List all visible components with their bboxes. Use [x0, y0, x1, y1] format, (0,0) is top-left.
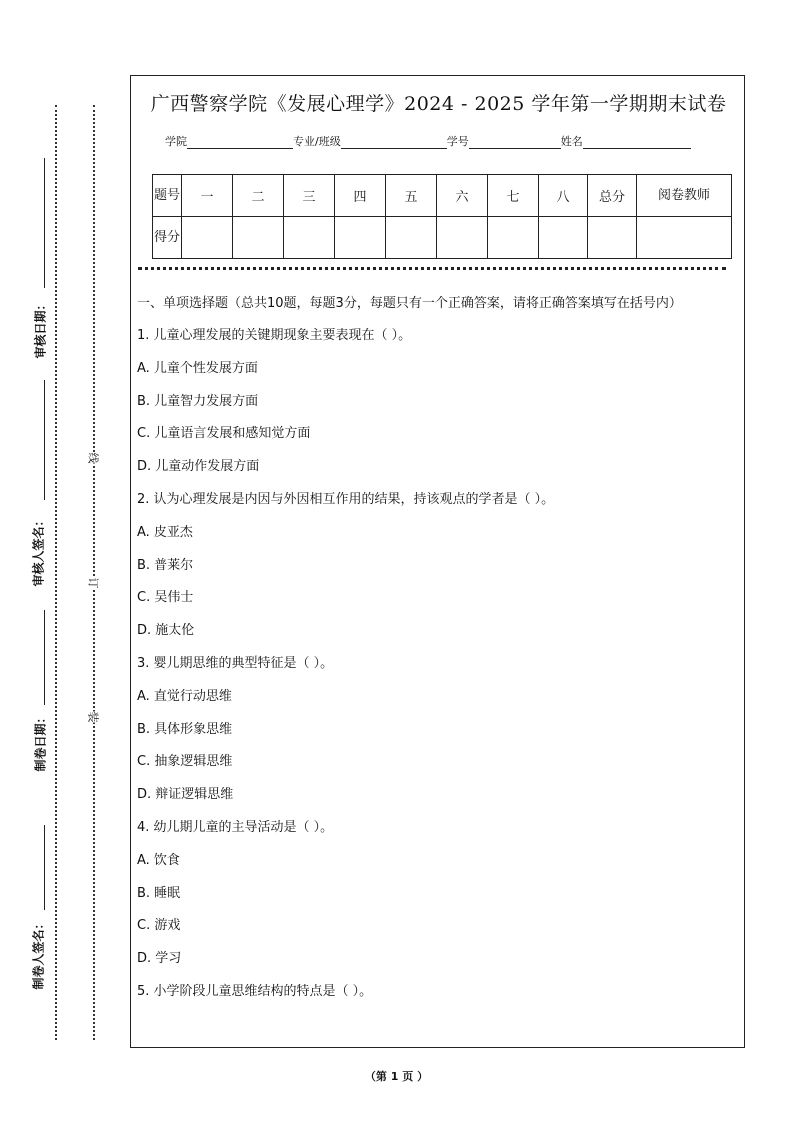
question-line: 5. 小学阶段儿童思维结构的特点是（ ）。 [137, 983, 373, 999]
column-header: 七 [488, 175, 539, 217]
major-class-label: 专业/班级 [293, 135, 341, 148]
question-line: 1. 儿童心理发展的关键期现象主要表现在（ ）。 [137, 328, 412, 343]
option-line: A. 饮食 [137, 852, 180, 868]
column-header: 四 [335, 175, 386, 217]
option-line: A. 儿童个性发展方面 [137, 360, 258, 376]
column-header: 三 [284, 175, 335, 217]
review-date-line [44, 158, 45, 288]
question-content [137, 292, 737, 1009]
name-label: 姓名 [560, 135, 583, 148]
college-field[interactable] [187, 136, 293, 149]
score-table [152, 174, 732, 259]
option-line: B. 具体形象思维 [137, 721, 233, 737]
paper-maker-signature-label: 制卷人签名： [31, 917, 46, 990]
option-line: D. 施太伦 [137, 623, 195, 639]
score-cell[interactable] [284, 217, 335, 259]
option-line: C. 吴伟士 [137, 590, 194, 606]
grader-cell[interactable] [637, 217, 732, 259]
score-cell[interactable] [233, 217, 284, 259]
score-row-label: 得分 [153, 217, 182, 259]
score-cell[interactable] [488, 217, 539, 259]
student-id-field[interactable] [469, 136, 561, 149]
review-date-label: 审核日期： [33, 298, 48, 359]
option-line: B. 睡眠 [137, 885, 181, 901]
dotted-line-inner [93, 105, 95, 1040]
dotted-line-outer [55, 105, 57, 1040]
total-score-header: 总分 [588, 175, 637, 217]
binding-char-zhuang: 装 [84, 712, 104, 723]
binding-char-xian: 线 [84, 453, 104, 464]
paper-maker-signature-line [44, 825, 45, 910]
question-line: 2. 认为心理发展是内因与外因相互作用的结果，持该观点的学者是（ ）。 [137, 491, 555, 507]
dotted-separator [138, 267, 726, 270]
option-line: C. 儿童语言发展和感知觉方面 [137, 426, 311, 442]
score-table-score-row [153, 217, 732, 259]
paper-date-line [44, 610, 45, 705]
score-cell[interactable] [335, 217, 386, 259]
reviewer-signature-line [44, 380, 45, 500]
option-line: A. 皮亚杰 [137, 524, 193, 540]
student-id-label: 学号 [446, 135, 469, 148]
major-class-field[interactable] [341, 136, 447, 149]
option-line: B. 儿童智力发展方面 [137, 393, 259, 409]
option-line: C. 游戏 [137, 918, 181, 934]
option-line: C. 抽象逻辑思维 [137, 754, 233, 770]
option-line: D. 儿童动作发展方面 [137, 459, 260, 475]
score-cell[interactable] [182, 217, 233, 259]
score-table-header-row [153, 175, 732, 217]
option-line: D. 学习 [137, 951, 182, 967]
option-line: B. 普莱尔 [137, 557, 194, 573]
column-header: 一 [182, 175, 233, 217]
question-line: 3. 婴儿期思维的典型特征是（ ）。 [137, 655, 334, 671]
option-line: A. 直觉行动思维 [137, 688, 232, 704]
binding-char-ding: 订 [84, 578, 104, 589]
grader-header: 阅卷教师 [637, 175, 732, 217]
score-cell[interactable] [386, 217, 437, 259]
student-info-row [165, 133, 691, 149]
option-line: D. 辩证逻辑思维 [137, 787, 234, 803]
column-header: 二 [233, 175, 284, 217]
name-field[interactable] [583, 136, 691, 149]
exam-frame [130, 75, 745, 1048]
section-heading: 一、单项选择题（总共10题，每题3分，每题只有一个正确答案，请将正确答案填写在括号内） [137, 296, 682, 311]
reviewer-signature-label: 审核人签名： [31, 514, 46, 587]
exam-title: 广西警察学院《发展心理学》2024 - 2025 学年第一学期期末试卷 [150, 93, 727, 115]
total-score-cell[interactable] [588, 217, 637, 259]
score-cell[interactable] [539, 217, 588, 259]
column-header: 八 [539, 175, 588, 217]
question-number-header: 题号 [153, 175, 182, 217]
score-cell[interactable] [437, 217, 488, 259]
college-label: 学院 [165, 135, 187, 148]
paper-date-label: 制卷日期： [33, 711, 48, 772]
column-header: 五 [386, 175, 437, 217]
column-header: 六 [437, 175, 488, 217]
question-line: 4. 幼儿期儿童的主导活动是（ ）。 [137, 819, 334, 835]
page-number: （第 1 页 ） [364, 1070, 429, 1083]
